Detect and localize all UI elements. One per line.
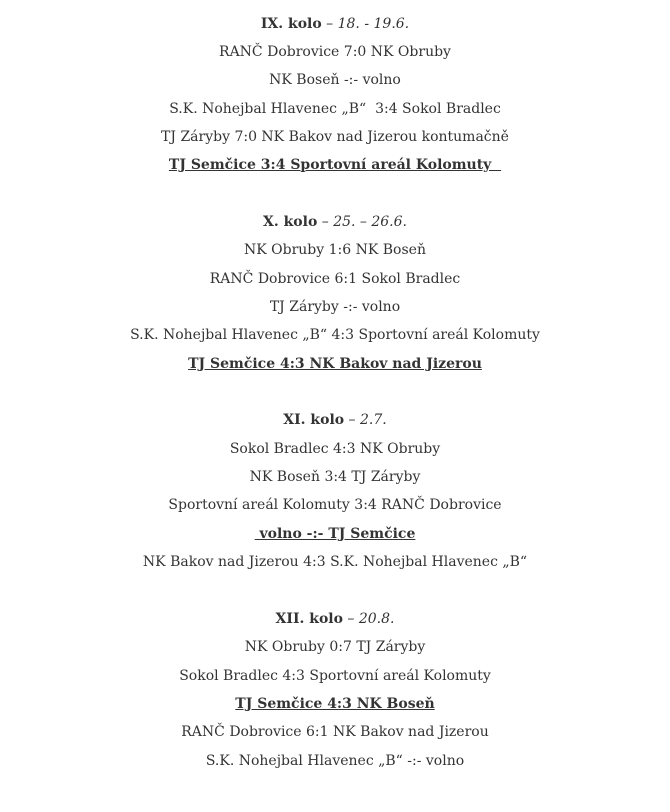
round-heading [0, 411, 670, 429]
match-result: Sportovní areál Kolomuty 3:4 RANČ Dobrovice [168, 497, 502, 513]
match-result: NK Boseň -:- volno [269, 72, 401, 88]
match-result: S.K. Nohejbal Hlavenec „B“ 4:3 Sportovní areál Kolomuty [130, 327, 540, 343]
match-result-highlighted: TJ Semčice 4:3 NK Boseň [235, 696, 435, 712]
round-dates: 20.8. [358, 611, 395, 627]
match-result: Sokol Bradlec 4:3 NK Obruby [229, 441, 441, 457]
round-dates: 2.7. [360, 412, 387, 428]
round-title: XI. kolo [283, 412, 345, 428]
match-result: RANČ Dobrovice 7:0 NK Obruby [219, 44, 451, 60]
match-result: NK Boseň 3:4 TJ Záryby [249, 469, 421, 485]
match-result: S.K. Nohejbal Hlavenec „B“ 3:4 Sokol Bradlec [169, 101, 501, 117]
round-heading [0, 610, 670, 628]
round-title: IX. kolo [260, 16, 322, 32]
match-result-highlighted: volno -:- TJ Semčice [254, 526, 416, 542]
round-separator: – [321, 16, 338, 32]
match-result: S.K. Nohejbal Hlavenec „B“ -:- volno [205, 753, 465, 769]
round-separator: – [344, 412, 361, 428]
round-separator: – [317, 214, 334, 230]
round-dates: 25. – 26.6. [333, 214, 407, 230]
match-result-highlighted: TJ Semčice 3:4 Sportovní areál Kolomuty [168, 157, 502, 173]
round-heading [0, 15, 670, 33]
round-title: XII. kolo [275, 611, 343, 627]
round-heading [0, 213, 670, 231]
match-result: TJ Záryby -:- volno [269, 299, 401, 315]
match-result: Sokol Bradlec 4:3 Sportovní areál Kolomuty [179, 668, 491, 684]
match-result: NK Obruby 0:7 TJ Záryby [244, 639, 426, 655]
round-title: X. kolo [262, 214, 318, 230]
match-result: NK Obruby 1:6 NK Boseň [244, 242, 426, 258]
match-result: TJ Záryby 7:0 NK Bakov nad Jizerou kontumačně [161, 129, 509, 145]
match-result: NK Bakov nad Jizerou 4:3 S.K. Nohejbal Hlavenec „B“ [142, 554, 528, 570]
match-result: RANČ Dobrovice 6:1 Sokol Bradlec [209, 271, 461, 287]
match-result: RANČ Dobrovice 6:1 NK Bakov nad Jizerou [181, 724, 489, 740]
match-result-highlighted: TJ Semčice 4:3 NK Bakov nad Jizerou [188, 356, 482, 372]
round-separator: – [342, 611, 359, 627]
round-dates: 18. - 19.6. [337, 16, 410, 32]
